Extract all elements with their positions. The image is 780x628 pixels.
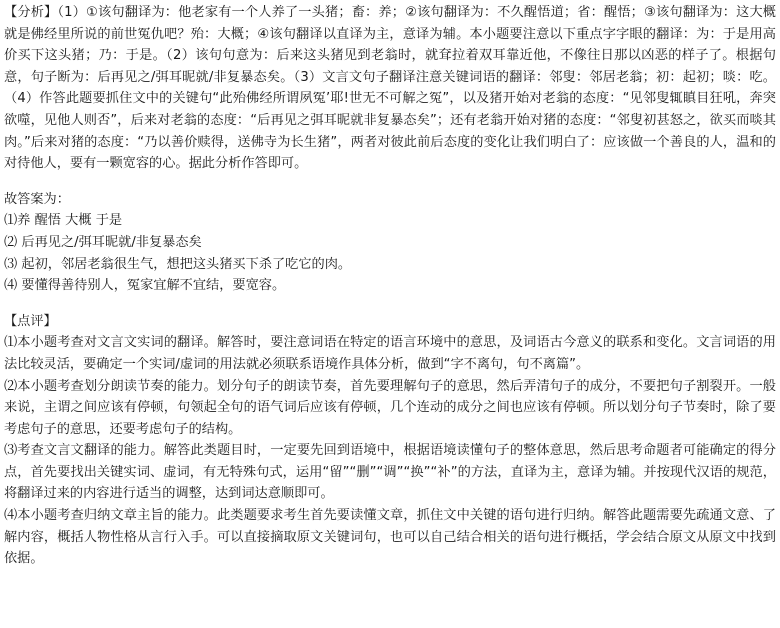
answer-item-1: ⑴养 醒悟 大概 于是	[4, 213, 123, 229]
comment-heading: 【点评】	[4, 313, 57, 329]
analysis-paragraph	[4, 2, 776, 175]
answer-item-4: ⑷ 要懂得善待别人，冤家宜解不宜结，要宽容。	[4, 278, 286, 294]
answer-item-3: ⑶ 起初，邻居老翁很生气，想把这头猪买下杀了吃它的肉。	[4, 256, 352, 272]
spacer	[4, 297, 776, 311]
comment-item-3: ⑶考查文言文翻译的能力。解答此类题目时，一定要先回到语境中，根据语境读懂句子的整体意思，然后思考命题者可能确定的得分点，首先要找出关键实词、虚词，有无特殊句式，运用“留”“删”“调”“换”“补”的方法，直译为主，意译为辅。并按现代汉语的规范，将翻译过来的内容进行适当的调整，达到词达意顺即可。	[4, 443, 776, 502]
analysis-heading: 【分析】	[4, 5, 58, 20]
comment-item-2: ⑵本小题考查划分朗读节奏的能力。划分句子的朗读节奏，首先要理解句子的意思，然后弄清句子的成分，不要把句子割裂开。一般来说，主谓之间应该有停顿，句领起全句的语气词后应该有停顿，几个连动的成分之间也应该有停顿。所以划分句子节奏时，除了要考虑句子的意思，还要考虑句子的结构。	[4, 378, 776, 437]
comment-item-4: ⑷本小题考查归纳文章主旨的能力。此类题要求考生首先要读懂文章，抓住文中关键的语句进行归纳。解答此题需要先疏通文意、了解内容，概括人物性格从言行入手。可以直接摘取原文关键词句，也可以自己结合相关的语句进行概括，学会结合原文从原文中找到依据。	[4, 508, 776, 567]
comment-item-1: ⑴本小题考查对文言文实词的翻译。解答时，要注意词语在特定的语言环境中的意思，及词语古今意义的联系和变化。文言词语的用法比较灵活，要确定一个实词/虚词的用法就必须联系语境作具体分析，做到“字不离句，句不离篇”。	[4, 335, 776, 372]
answer-item-2: ⑵ 后再见之/弭耳昵就/非复暴态矣	[4, 234, 202, 250]
spacer	[4, 175, 776, 189]
analysis-text: （1）①该句翻译为：他老家有一个人养了一头猪；畜：养；②该句翻译为：不久醒悟道；省：醒悟；③该句翻译为：这大概就是佛经里所说的前世冤仇吧？殆：大概；④该句翻译以直译为主，意译为辅。本小题要注意以下重点字字眼的翻译：为：于是用高价买下这头猪；乃：于是。（2）该句句意为：后来这头猪见到老翁时，就耷拉着双耳靠近他，不像往日那以凶恶的样子了。根据句意，句子断为：后再见之/弭耳昵就/非复暴态矣。（3）文言文句子翻译注意关键词语的翻译：邻叟：邻居老翁；初：起初；啖：吃。（4）作答此题要抓住文中的关键句“此殆佛经所谓夙冤’耶!世无不可解之冤”，以及猪开始对老翁的态度：“见邻叟辄瞋目狂吼，奔突欲噬，见他人则否”，后来对老翁的态度：“后再见之弭耳昵就非复暴态矣”；还有老翁开始对猪的态度：“邻叟初甚怒之，欲买而啖其肉。”后来对猪的态度：“乃以善价赎得，送佛寺为长生猪”，两者对彼此前后态度的变化让我们明白了：应该做一个善良的人，温和的对待他人，要有一颗宽容的心。据此分析作答即可。	[4, 5, 776, 172]
answer-heading: 故答案为：	[4, 191, 70, 207]
